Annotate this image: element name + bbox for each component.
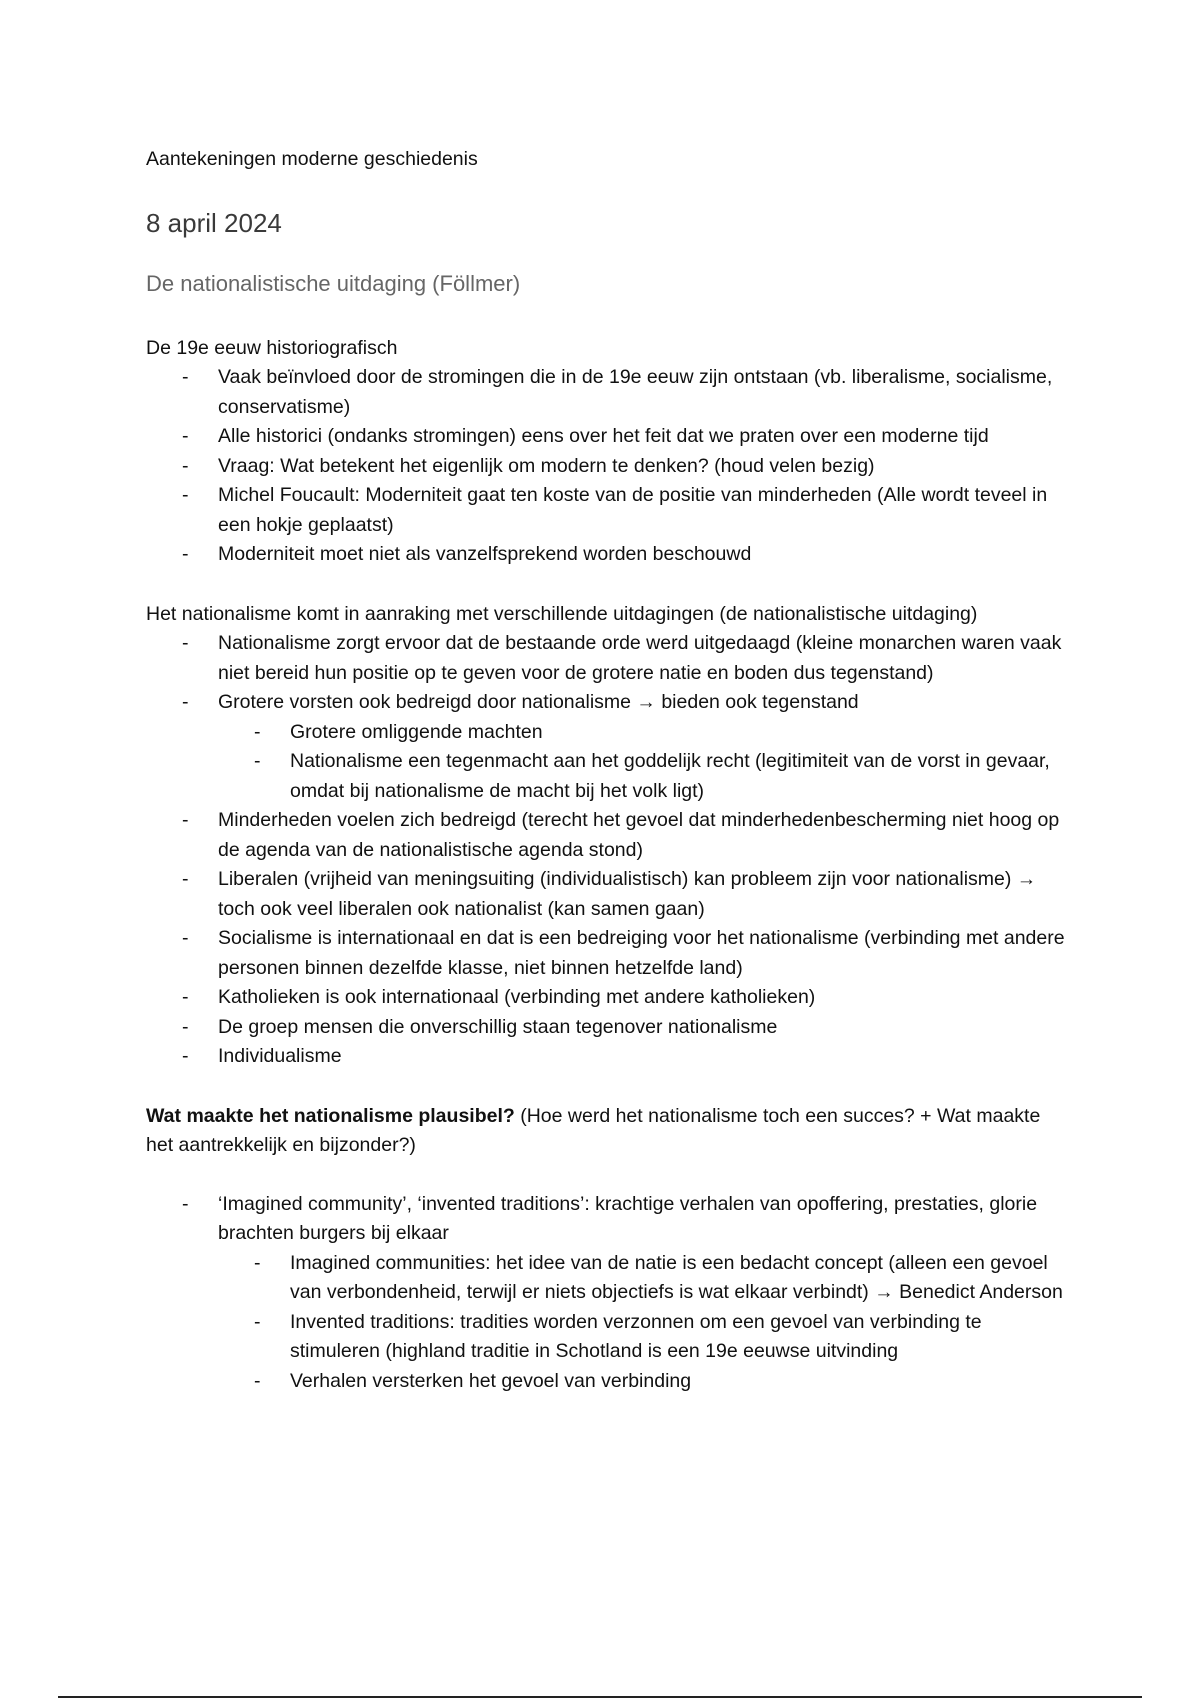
section-plausibility <box>146 1102 1066 1397</box>
list-item: - Grotere vorsten ook bedreigd door nationalisme → bieden ook tegenstand - Grotere omliggende machten - Nationalisme een tegenmacht aan het goddelijk recht (legitimiteit van de vorst in gevaar, omdat bij nationalisme de macht bij het volk ligt) <box>218 688 1066 806</box>
bullet-list <box>146 363 1066 570</box>
sub-list-item: - Nationalisme een tegenmacht aan het goddelijk recht (legitimiteit van de vorst in gevaar, omdat bij nationalisme de macht bij het volk ligt) <box>254 750 1050 802</box>
bullet-list <box>146 1190 1066 1397</box>
sub-list-item: - Imagined communities: het idee van de natie is een bedacht concept (alleen een gevoel van verbondenheid, terwijl er niets objectiefs is wat elkaar verbindt) → Benedict Anderson <box>254 1251 1063 1303</box>
page-bottom-rule <box>58 1696 1142 1698</box>
document-page <box>146 145 1066 1396</box>
section-heading-bold: Wat maakte het nationalisme plausibel? <box>146 1104 515 1127</box>
list-item: - Moderniteit moet niet als vanzelfsprekend worden beschouwd <box>182 543 752 565</box>
list-item: - Nationalisme zorgt ervoor dat de bestaande orde werd uitgedaagd (kleine monarchen waren vaak niet bereid hun positie op te geven voor de grotere natie en boden dus tegenstand) <box>182 632 1062 684</box>
list-item: - Katholieken is ook internationaal (verbinding met andere katholieken) <box>182 986 816 1008</box>
sub-list-item: - Invented traditions: tradities worden verzonnen om een gevoel van verbinding te stimuleren (highland traditie in Schotland is een 19e eeuwse uitvinding <box>254 1310 982 1362</box>
list-item: - Individualisme <box>182 1045 342 1067</box>
section-heading: De 19e eeuw historiografisch <box>146 336 398 359</box>
list-item: - Vaak beïnvloed door de stromingen die in de 19e eeuw zijn ontstaan (vb. liberalisme, socialisme, conservatisme) <box>182 366 1053 418</box>
section-historiography <box>146 334 1066 570</box>
list-item: - Liberalen (vrijheid van meningsuiting (individualistisch) kan probleem zijn voor nationalisme) → toch ook veel liberalen ook nationalist (kan samen gaan) <box>182 868 1037 920</box>
sub-bullet-list <box>218 1249 1066 1397</box>
list-item: - Socialisme is internationaal en dat is een bedreiging voor het nationalisme (verbinding met andere personen binnen dezelfde klasse, niet binnen hetzelfde land) <box>182 927 1065 979</box>
list-item: - De groep mensen die onverschillig staan tegenover nationalisme <box>182 1015 778 1038</box>
document-date: 8 april 2024 <box>146 207 282 238</box>
sub-list-item: - Verhalen versterken het gevoel van verbinding <box>254 1369 692 1392</box>
sub-list-item: - Grotere omliggende machten <box>254 720 543 743</box>
list-item: - Vraag: Wat betekent het eigenlijk om modern te denken? (houd velen bezig) <box>182 454 875 477</box>
section-heading <box>146 1102 1066 1161</box>
bullet-list <box>146 629 1066 1072</box>
section-heading: Het nationalisme komt in aanraking met verschillende uitdagingen (de nationalistische uitdaging) <box>146 602 978 625</box>
document-subtitle: De nationalistische uitdaging (Föllmer) <box>146 270 521 296</box>
list-item: - Michel Foucault: Moderniteit gaat ten koste van de positie van minderheden (Alle wordt teveel in een hokje geplaatst) <box>182 484 1048 536</box>
list-item: - ‘Imagined community’, ‘invented traditions’: krachtige verhalen van opoffering, prestaties, glorie brachten burgers bij elkaar - Imagined communities: het idee van de natie is een bedacht concept (alleen een gevoel van verbondenheid, terwijl er niets objectiefs is wat elkaar verbindt) → Benedict Anderson - Invented traditions: tradities worden verzonnen om een gevoel van verbinding te stimuleren (highland traditie in Schotland is een 19e eeuwse uitvinding - Verhalen versterken het gevoel van verbinding <box>218 1190 1066 1397</box>
list-item: - Alle historici (ondanks stromingen) eens over het feit dat we praten over een moderne tijd <box>182 425 989 447</box>
list-item: - Minderheden voelen zich bedreigd (terecht het gevoel dat minderhedenbescherming niet hoog op de agenda van de nationalistische agenda stond) <box>182 809 1060 861</box>
section-nationalist-challenge <box>146 600 1066 1072</box>
document-title: Aantekeningen moderne geschiedenis <box>146 148 478 170</box>
sub-bullet-list <box>218 718 1066 807</box>
section-heading-rest: (Hoe werd het nationalisme toch een succes? + Wat maakte het aantrekkelijk en bijzonder?) <box>146 1104 1041 1156</box>
